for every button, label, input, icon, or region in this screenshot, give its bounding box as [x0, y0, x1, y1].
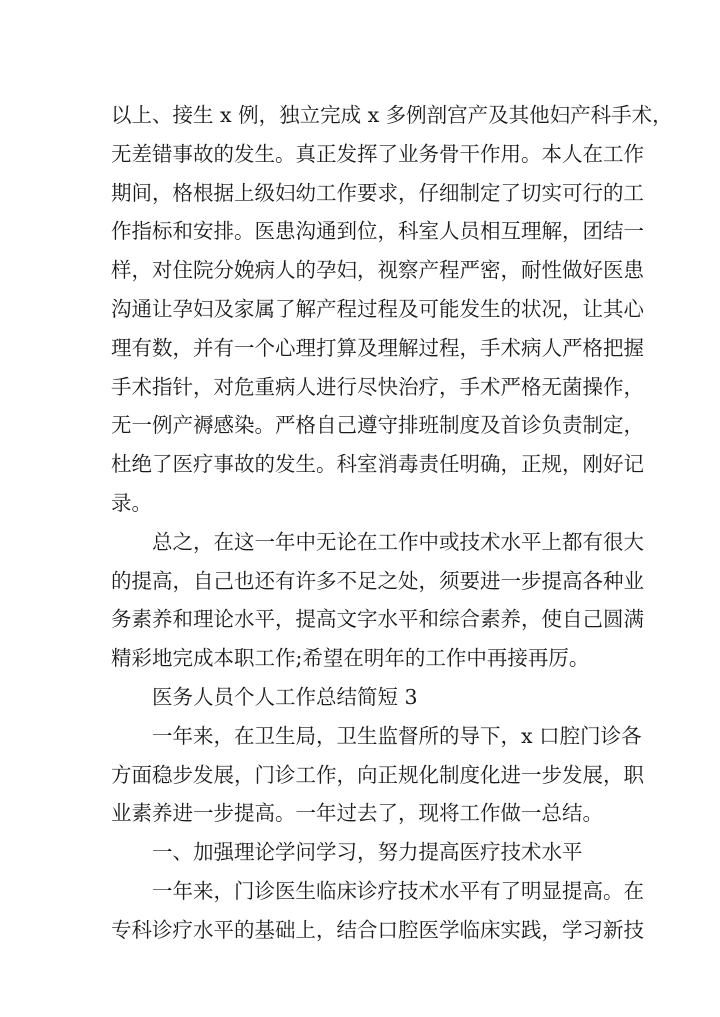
text-line: 录。: [111, 490, 152, 515]
text-line: 手术指针，对危重病人进行尽快治疗，手术严格无菌操作，: [111, 374, 644, 399]
text-line: 无一例产褥感染。严格自己遵守排班制度及首诊负责制定，: [111, 413, 644, 438]
text-line: 沟通让孕妇及家属了解产程过程及可能发生的状况，让其心: [111, 296, 644, 321]
text-line: 期间，格根据上级妇幼工作要求，仔细制定了切实可行的工: [111, 180, 644, 205]
paragraph-first-line: 一年来，门诊医生临床诊疗技术水平有了明显提高。在: [152, 878, 644, 903]
section-heading: 医务人员个人工作总结简短 3: [152, 684, 418, 709]
text-line: 样，对住院分娩病人的孕妇，视察产程严密，耐性做好医患: [111, 258, 644, 283]
text-line: 杜绝了医疗事故的发生。科室消毒责任明确，正规，刚好记: [111, 452, 644, 477]
text-line: 理有数，并有一个心理打算及理解过程，手术病人严格把握: [111, 335, 644, 360]
paragraph-first-line: 总之，在这一年中无论在工作中或技术水平上都有很大: [152, 529, 644, 554]
text-line: 作指标和安排。医患沟通到位，科室人员相互理解，团结一: [111, 219, 644, 244]
subsection-heading: 一、加强理论学问学习，努力提高医疗技术水平: [152, 840, 583, 865]
text-line: 无差错事故的发生。真正发挥了业务骨干作用。本人在工作: [111, 141, 644, 166]
text-line: 精彩地完成本职工作;希望在明年的工作中再接再厉。: [111, 646, 590, 671]
text-line: 以上、接生 x 例，独立完成 x 多例剖宫产及其他妇产科手术，: [111, 103, 673, 127]
text-line: 务素养和理论水平，提高文字水平和综合素养，使自己圆满: [111, 607, 644, 632]
text-line: 专科诊疗水平的基础上，结合口腔医学临床实践，学习新技: [111, 917, 644, 942]
paragraph-first-line: 一年来，在卫生局，卫生监督所的导下，x 口腔门诊各: [152, 723, 642, 748]
text-line: 业素养进一步提高。一年过去了，现将工作做一总结。: [111, 801, 603, 826]
text-line: 方面稳步发展，门诊工作，向正规化制度化进一步发展，职: [111, 762, 644, 787]
text-line: 的提高，自己也还有许多不足之处，须要进一步提高各种业: [111, 568, 644, 593]
document-body: [111, 96, 673, 950]
